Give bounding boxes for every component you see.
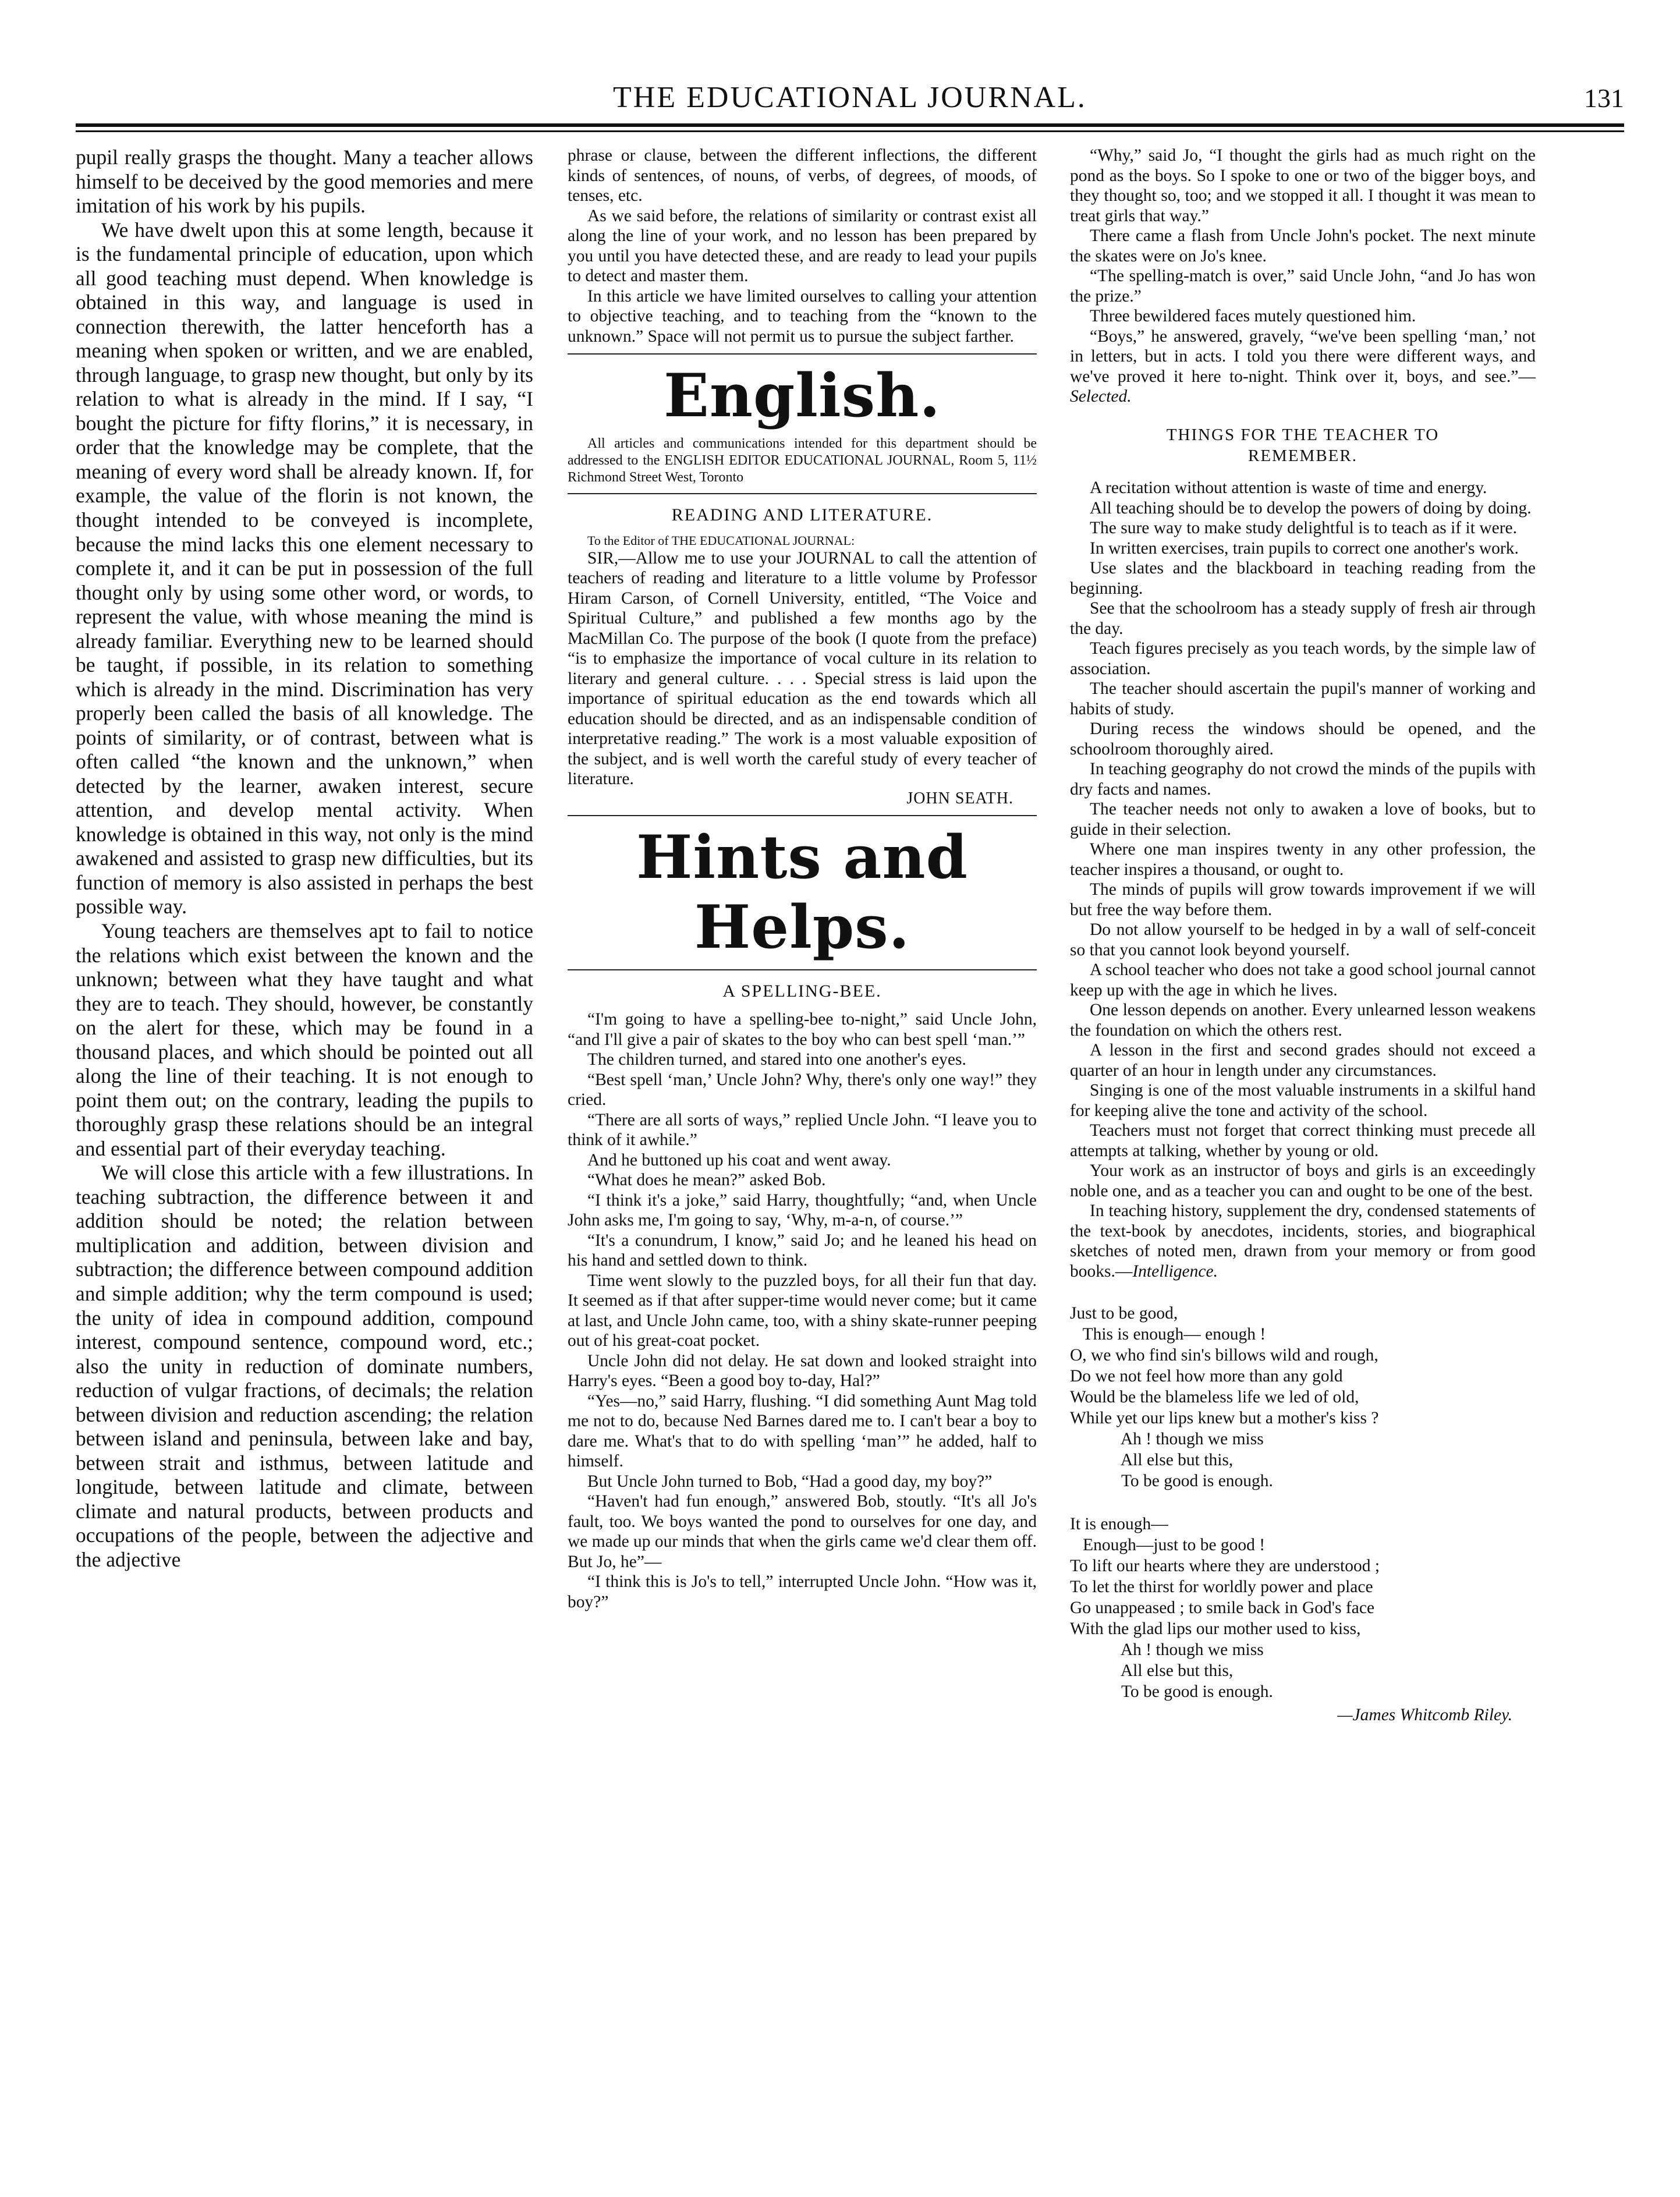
- maxim: Do not allow yourself to be hedged in by a wall of self-conceit so that you cannot look beyond yourself.: [1070, 920, 1536, 959]
- story-paragraph: “I'm going to have a spelling-bee to-night,” said Uncle John, “and I'll give a pair of skates to the boy who can best spell ‘man.’”: [568, 1010, 1037, 1049]
- poem-line: To be good is enough.: [1070, 1682, 1273, 1701]
- column-2: [568, 146, 1037, 2174]
- maxim: All teaching should be to develop the powers of doing by doing.: [1090, 498, 1532, 518]
- poem-line: Enough—just to be good !: [1070, 1535, 1266, 1554]
- maxim: In written exercises, train pupils to correct one another's work.: [1090, 538, 1519, 558]
- column-3: [1070, 146, 1536, 2174]
- maxim-tail: books.—: [1070, 1261, 1133, 1281]
- maxim: Teach figures precisely as you teach words, by the simple law of association.: [1070, 639, 1536, 678]
- maxim-text: In teaching history, supplement the dry, condensed statements of the text-book by anecdotes, incidents, stories, and biographical sketches of noted men, drawn from your memory or from good: [1070, 1202, 1536, 1260]
- masthead: [76, 80, 1624, 118]
- poem-line: Would be the blameless life we led of old,: [1070, 1387, 1359, 1406]
- maxim: Use slates and the blackboard in teaching reading from the beginning.: [1070, 559, 1536, 598]
- maxim: The teacher needs not only to awaken a love of books, but to guide in their selection.: [1070, 800, 1536, 839]
- english-section-heading: English.: [664, 361, 941, 431]
- poem-line: O, we who find sin's billows wild and rough,: [1070, 1345, 1378, 1365]
- journal-title: THE EDUCATIONAL JOURNAL.: [613, 81, 1087, 114]
- maxim: Your work as an instructor of boys and girls is an exceedingly noble one, and as a teacher you can and ought to be one of the best.: [1070, 1161, 1536, 1200]
- poem-line: Ah ! though we miss: [1070, 1429, 1264, 1448]
- story-paragraph: “Why,” said Jo, “I thought the girls had as much right on the pond as the boys. So I spoke to one or two of the bigger boys, and they thought so, too; and we stopped it all. I thought it was mean to treat girls that way.”: [1070, 146, 1536, 225]
- maxim: Where one man inspires twenty in any other profession, the teacher inspires a thousand, or ought to.: [1070, 840, 1536, 879]
- maxim: A school teacher who does not take a good school journal cannot keep up with the age in which he lives.: [1070, 961, 1536, 1000]
- poem-line: This is enough— enough !: [1070, 1324, 1266, 1344]
- maxim: [1070, 1201, 1536, 1281]
- story-paragraph: “It's a conundrum, I know,” said Jo; and he leaned his head on his hand and settled down to think.: [568, 1231, 1037, 1270]
- section-rule: [568, 353, 1037, 355]
- spelling-bee-heading: A SPELLING-BEE.: [722, 981, 882, 1001]
- paragraph: Young teachers are themselves apt to fail to notice the relations which exist between the known and the unknown; between what they have taught and what they are to teach. They should, however, be constantly on the alert for these, which may be found in a thousand places, and which should be pointed out all along the line of their teaching. It is not enough to point them out; on the contrary, leading the pupils to thoroughly grasp these relations should be an integral and essential part of their everyday teaching.: [76, 919, 533, 1160]
- story-paragraph: “I think it's a joke,” said Harry, thoughtfully; “and, when Uncle John asks me, I'm going to say, ‘Why, m-a-n, of course.’”: [568, 1190, 1037, 1230]
- story-text: “Boys,” he answered, gravely, “we've been spelling ‘man,’ not in letters, but in acts. I told you there were different ways, and we've proved it here to-night. Think over it, boys, and see.”—: [1070, 327, 1536, 386]
- stanza-gap: [1070, 1492, 1536, 1514]
- story-paragraph: But Uncle John turned to Bob, “Had a good day, my boy?”: [587, 1472, 993, 1491]
- maxim: Teachers must not forget that correct thinking must precede all attempts at talking, whether by young or old.: [1070, 1121, 1536, 1160]
- story-paragraph: There came a flash from Uncle John's pocket. The next minute the skates were on Jo's knee.: [1070, 226, 1536, 265]
- letter-body: SIR,—Allow me to use your JOURNAL to call the attention of teachers of reading and literature to a little volume by Professor Hiram Carson, of Cornell University, entitled, “The Voice and Spiritual Culture,” and published a few months ago by the MacMillan Co. The purpose of the book (I quote from the preface) “is to emphasize the importance of vocal culture in its relation to literary and general culture. . . . Special stress is laid upon the importance of spiritual education as the end towards which all education should be directed, and as an indispensable condition of interpretative reading.” The work is a most valuable exposition of the subject, and is well worth the careful study of every teacher of literature.: [568, 548, 1037, 789]
- poem-line: Ah ! though we miss: [1070, 1640, 1264, 1659]
- paragraph: phrase or clause, between the different inflections, the different kinds of sentences, of nouns, of verbs, of degrees, of moods, of tenses, etc.: [568, 146, 1037, 205]
- maxim: A recitation without attention is waste of time and energy.: [1090, 479, 1487, 497]
- poem: [1070, 1303, 1536, 1726]
- poem-line: All else but this,: [1070, 1450, 1234, 1469]
- intelligence-credit: Intelligence.: [1132, 1261, 1218, 1281]
- poem-line: To let the thirst for worldly power and place: [1070, 1577, 1373, 1596]
- poem-line: While yet our lips knew but a mother's kiss ?: [1070, 1408, 1379, 1427]
- paragraph: In this article we have limited ourselves to calling your attention to objective teaching, and to teaching from the “known to the unknown.” Space will not permit us to pursue the subject farther.: [568, 286, 1037, 346]
- maxim: The teacher should ascertain the pupil's manner of working and habits of study.: [1070, 679, 1536, 718]
- story-paragraph: “Haven't had fun enough,” answered Bob, stoutly. “It's all Jo's fault, too. We boys wanted the pond to ourselves for one day, and we made up our minds that when the girls came we'd clear them off. But Jo, he”—: [568, 1492, 1037, 1571]
- story-paragraph: [1070, 327, 1536, 407]
- maxim: See that the schoolroom has a steady supply of fresh air through the day.: [1070, 599, 1536, 638]
- poem-line: Just to be good,: [1070, 1304, 1178, 1323]
- story-paragraph: Time went slowly to the puzzled boys, for all their fun that day. It seemed as if that after supper-time would never come; but it came at last, and Uncle John came, too, with a shiny skate-runner peeping out of his great-coat pocket.: [568, 1271, 1037, 1351]
- page-number: 131: [1584, 83, 1624, 113]
- poem-author: —James Whitcomb Riley.: [1337, 1705, 1512, 1724]
- story-paragraph: “What does he mean?” asked Bob.: [587, 1171, 826, 1190]
- header-rule-thin: [76, 130, 1624, 132]
- selected-credit: Selected.: [1070, 387, 1132, 406]
- poem-line: All else but this,: [1070, 1661, 1234, 1680]
- maxim: A lesson in the first and second grades should not exceed a quarter of an hour in length under any circumstances.: [1070, 1041, 1536, 1080]
- paragraph: We will close this article with a few illustrations. In teaching subtraction, the difference between it and addition should be noted; the relation between multiplication and addition, between division and subtraction; the difference between compound addition and simple addition; why the term compound is used; the unity of idea in compound addition, compound interest, compound sentence, compound word, etc.; also the unity in reduction of dominate numbers, reduction of vulgar fractions, of decimals; the relation between division and reduction ascending; the relation between island and peninsula, between lake and bay, between strait and isthmus, between latitude and longitude, between latitude and climate, between climate and natural products, between products and occupations of the people, between the adjective and the adjective: [76, 1161, 533, 1571]
- story-paragraph: Three bewildered faces mutely questioned him.: [1090, 307, 1416, 325]
- story-paragraph: And he buttoned up his coat and went away.: [587, 1150, 891, 1170]
- poem-line: To lift our hearts where they are understood ;: [1070, 1556, 1380, 1575]
- maxim: In teaching geography do not crowd the minds of the pupils with dry facts and names.: [1070, 760, 1536, 799]
- story-paragraph: “The spelling-match is over,” said Uncle John, “and Jo has won the prize.”: [1070, 267, 1536, 306]
- letter-signature: JOHN SEATH.: [906, 789, 1013, 807]
- things-heading: [1070, 424, 1536, 467]
- things-heading-line: REMEMBER.: [1248, 446, 1358, 465]
- poem-line: Go unappeased ; to smile back in God's face: [1070, 1598, 1375, 1617]
- maxim: One lesson depends on another. Every unlearned lesson weakens the foundation on which the others rest.: [1070, 1001, 1536, 1040]
- poem-line: Do we not feel how more than any gold: [1070, 1366, 1343, 1385]
- story-paragraph: The children turned, and stared into one another's eyes.: [587, 1050, 966, 1069]
- story-paragraph: “There are all sorts of ways,” replied Uncle John. “I leave you to think of it awhile.”: [568, 1110, 1037, 1150]
- editor-notice: All articles and communications intended for this department should be addressed to the ENGLISH EDITOR EDUCATIONAL JOURNAL, Room 5, 11½ Richmond Street West, Toronto: [568, 436, 1037, 485]
- section-rule: [568, 969, 1037, 970]
- poem-line: With the glad lips our mother used to kiss,: [1070, 1619, 1361, 1638]
- section-rule: [568, 815, 1037, 816]
- paragraph: As we said before, the relations of similarity or contrast exist all along the line of your work, and no lesson has been prepared by you until you have detected these, and are ready to lead your pupils to detect and master them.: [568, 206, 1037, 285]
- reading-literature-heading: READING AND LITERATURE.: [671, 505, 933, 525]
- maxim: Singing is one of the most valuable instruments in a skilful hand for keeping alive the tone and activity of the school.: [1070, 1081, 1536, 1120]
- story-paragraph: “Yes—no,” said Harry, flushing. “I did something Aunt Mag told me not to do, because Ned Barnes dared me to. I can't bear a boy to dare me. What's that to do with spelling ‘man’” he added, half to himself.: [568, 1391, 1037, 1471]
- maxim: The minds of pupils will grow towards improvement if we will but free the way before them.: [1070, 880, 1536, 919]
- section-rule: [568, 493, 1037, 494]
- hints-helps-heading: Hints and Helps.: [636, 823, 968, 962]
- story-paragraph: Uncle John did not delay. He sat down and looked straight into Harry's eyes. “Been a good boy to-day, Hal?”: [568, 1351, 1037, 1391]
- things-heading-line: THINGS FOR THE TEACHER TO: [1166, 425, 1440, 444]
- header-rule-thick: [76, 123, 1624, 127]
- poem-line: It is enough—: [1070, 1514, 1168, 1533]
- letter-salutation: To the Editor of THE EDUCATIONAL JOURNAL:: [587, 533, 855, 548]
- paragraph: We have dwelt upon this at some length, because it is the fundamental principle of education, upon which all good teaching must depend. When knowledge is obtained in this way, and language is used in connection therewith, the latter henceforth has a meaning when spoken or written, and we are enabled, through language, to grasp new thought, but only by its relation to what is already in the mind. If I say, “I bought the picture for fifty florins,” it is necessary, in order that the knowledge may be complete, that the meaning of every word shall be already known. If, for example, the value of the florin is not known, the thought intended to be conveyed is incomplete, because the mind lacks this one element necessary to complete it, and it can be put in possession of the full thought only by using some other word, or words, to represent the value, with whose meaning the mind is already familiar. Everything new to be learned should be taught, if possible, in its relation to something which is already in the mind. Discrimination has very properly been called the basis of all knowledge. The points of similarity, or of contrast, between what is often called “the known and the unknown,” when detected by the learner, awaken interest, secure attention, and develop mental activity. When knowledge is obtained in this way, not only is the mind awakened and assisted to grasp new difficulties, but its function of memory is also assisted in perhaps the best possible way.: [76, 218, 533, 919]
- story-paragraph: “I think this is Jo's to tell,” interrupted Uncle John. “How was it, boy?”: [568, 1572, 1037, 1611]
- poem-line: To be good is enough.: [1070, 1471, 1273, 1490]
- paragraph: pupil really grasps the thought. Many a teacher allows himself to be deceived by the good memories and mere imitation of his work by his pupils.: [76, 146, 533, 218]
- maxim: During recess the windows should be opened, and the schoolroom thoroughly aired.: [1070, 720, 1536, 759]
- maxim: The sure way to make study delightful is to teach as if it were.: [1090, 519, 1518, 537]
- story-paragraph: “Best spell ‘man,’ Uncle John? Why, there's only one way!” they cried.: [568, 1070, 1037, 1110]
- column-1: [76, 146, 533, 2174]
